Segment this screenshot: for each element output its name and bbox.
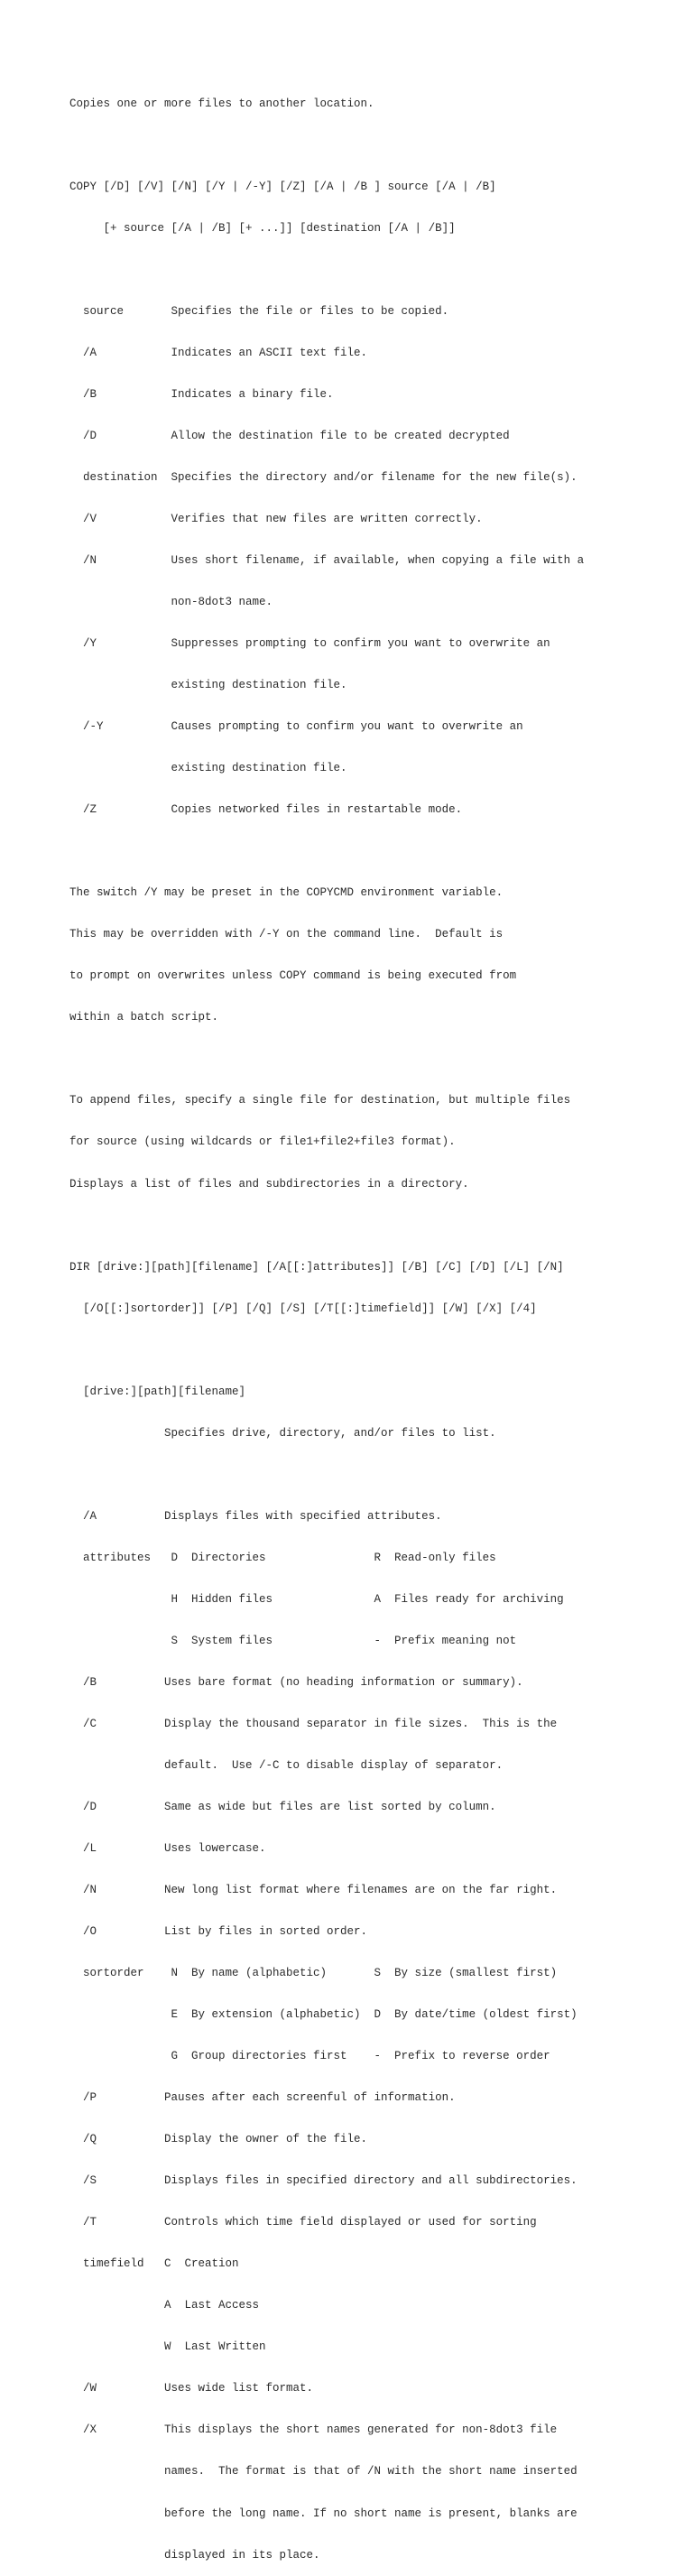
copy-option-a: /A Indicates an ASCII text file. <box>69 346 368 359</box>
copy-option-b: /B Indicates a binary file. <box>69 387 334 401</box>
dir-timefield-line: A Last Access <box>69 2299 260 2312</box>
blank-line <box>69 845 584 858</box>
copy-description-line: Copies one or more files to another location. <box>69 97 374 110</box>
dir-attributes-line: H Hidden files A Files ready for archiving <box>69 1592 564 1606</box>
dir-syntax-line-1: DIR [drive:][path][filename] [/A[[:]attributes]] [/B] [/C] [/D] [/L] [/N] <box>69 1260 564 1274</box>
dir-option-c: /C Display the thousand separator in file sizes. This is the <box>69 1717 558 1730</box>
dir-option-b: /B Uses bare format (no heading information or summary). <box>69 1675 523 1689</box>
blank-line <box>69 1469 584 1482</box>
dir-option-x-cont: names. The format is that of /N with the short name inserted <box>69 2465 578 2479</box>
dir-option-path-cont: Specifies drive, directory, and/or files to list. <box>69 1426 496 1440</box>
dir-sortorder-line: G Group directories first - Prefix to reverse order <box>69 2050 550 2063</box>
blank-line <box>69 1052 584 1066</box>
blank-line <box>69 264 584 277</box>
copy-note-line: This may be overridden with /-Y on the command line. Default is <box>69 928 504 941</box>
copy-note-line: The switch /Y may be preset in the COPYCMD environment variable. <box>69 886 504 900</box>
dir-option-p: /P Pauses after each screenful of information. <box>69 2091 456 2105</box>
copy-note-line: within a batch script. <box>69 1011 219 1024</box>
copy-option-y: /Y Suppresses prompting to confirm you want to overwrite an <box>69 637 550 651</box>
dir-attributes-line: attributes D Directories R Read-only files <box>69 1551 496 1564</box>
dir-option-q: /Q Display the owner of the file. <box>69 2133 368 2146</box>
copy-note-line: to prompt on overwrites unless COPY command is being executed from <box>69 969 517 983</box>
copy-syntax-line-2: [+ source [/A | /B] [+ ...]] [destination [/A | /B]] <box>69 221 456 235</box>
help-text-document <box>69 69 584 2576</box>
dir-option-w: /W Uses wide list format. <box>69 2382 314 2395</box>
copy-option-n-cont: non-8dot3 name. <box>69 596 273 609</box>
dir-option-x-cont: displayed in its place. <box>69 2548 320 2562</box>
dir-syntax-line-2: [/O[[:]sortorder]] [/P] [/Q] [/S] [/T[[:]timefield]] [/W] [/X] [/4] <box>69 1302 537 1315</box>
copy-syntax-line-1: COPY [/D] [/V] [/N] [/Y | /-Y] [/Z] [/A | /B ] source [/A | /B] <box>69 180 496 193</box>
blank-line <box>69 1344 584 1357</box>
copy-option-y-cont: existing destination file. <box>69 679 347 692</box>
blank-line <box>69 139 584 153</box>
dir-description-line: Displays a list of files and subdirectories in a directory. <box>69 1177 469 1191</box>
copy-option-minus-y-cont: existing destination file. <box>69 762 347 775</box>
dir-sortorder-line: sortorder N By name (alphabetic) S By size (smallest first) <box>69 1967 558 1980</box>
copy-option-source: source Specifies the file or files to be copied. <box>69 304 449 318</box>
dir-option-d: /D Same as wide but files are list sorted by column. <box>69 1800 496 1813</box>
copy-option-minus-y: /-Y Causes prompting to confirm you want to overwrite an <box>69 720 523 734</box>
dir-attributes-line: S System files - Prefix meaning not <box>69 1634 517 1647</box>
copy-option-destination: destination Specifies the directory and/or filename for the new file(s). <box>69 470 578 484</box>
dir-timefield-line: timefield C Creation <box>69 2257 239 2271</box>
dir-timefield-line: W Last Written <box>69 2340 266 2354</box>
dir-option-a: /A Displays files with specified attributes. <box>69 1509 442 1523</box>
copy-option-z: /Z Copies networked files in restartable mode. <box>69 803 463 817</box>
dir-option-c-cont: default. Use /-C to disable display of separator. <box>69 1758 504 1772</box>
dir-option-t: /T Controls which time field displayed or used for sorting <box>69 2216 537 2229</box>
blank-line <box>69 1219 584 1233</box>
dir-option-path: [drive:][path][filename] <box>69 1385 246 1398</box>
dir-option-l: /L Uses lowercase. <box>69 1842 266 1855</box>
copy-option-n: /N Uses short filename, if available, when copying a file with a <box>69 554 585 568</box>
dir-option-s: /S Displays files in specified directory and all subdirectories. <box>69 2174 578 2188</box>
dir-option-x-cont: before the long name. If no short name is present, blanks are <box>69 2507 578 2520</box>
copy-option-d: /D Allow the destination file to be created decrypted <box>69 429 510 442</box>
dir-sortorder-line: E By extension (alphabetic) D By date/time (oldest first) <box>69 2008 578 2022</box>
dir-option-x: /X This displays the short names generated for non-8dot3 file <box>69 2423 558 2437</box>
copy-option-v: /V Verifies that new files are written correctly. <box>69 513 483 525</box>
dir-option-n: /N New long list format where filenames are on the far right. <box>69 1884 558 1897</box>
append-note-line: To append files, specify a single file for destination, but multiple files <box>69 1094 571 1107</box>
append-note-line: for source (using wildcards or file1+file2+file3 format). <box>69 1135 456 1149</box>
dir-option-o: /O List by files in sorted order. <box>69 1925 368 1939</box>
